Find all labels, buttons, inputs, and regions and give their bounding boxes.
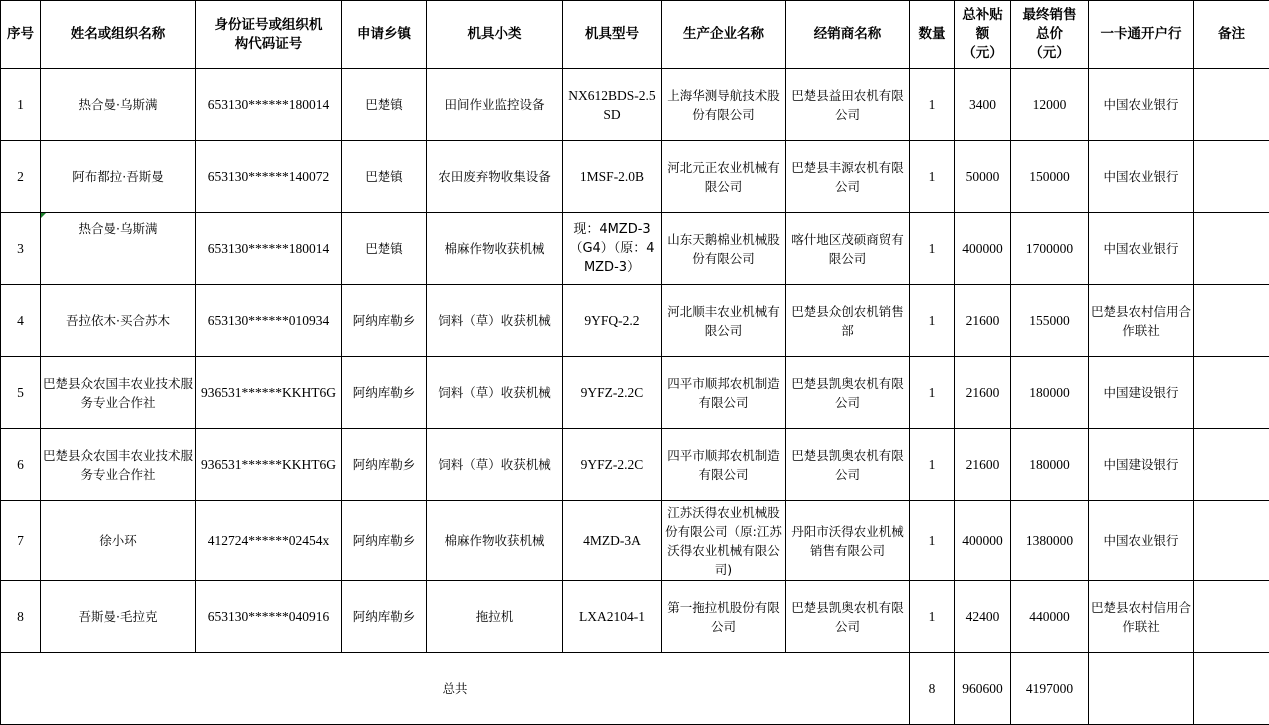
cell-id: 653130******180014 [196, 69, 342, 141]
cell-bank: 中国农业银行 [1089, 69, 1194, 141]
cell-seq: 4 [1, 285, 41, 357]
total-subsidy: 960600 [955, 653, 1011, 725]
cell-remark [1194, 357, 1269, 429]
total-remark [1194, 653, 1269, 725]
header-town: 申请乡镇 [342, 1, 427, 69]
cell-model: 9YFQ-2.2 [563, 285, 662, 357]
cell-price: 180000 [1011, 429, 1089, 501]
cell-maker: 第一拖拉机股份有限公司 [662, 581, 786, 653]
table-row [1, 357, 1269, 429]
cell-id: 936531******KKHT6G [196, 357, 342, 429]
cell-qty: 1 [910, 69, 955, 141]
cell-bank: 中国农业银行 [1089, 141, 1194, 213]
cell-qty: 1 [910, 581, 955, 653]
cell-dealer: 喀什地区茂硕商贸有限公司 [786, 213, 910, 285]
cell-remark [1194, 213, 1269, 285]
header-price: 最终销售 总价 （元） [1011, 1, 1089, 69]
table-row [1, 141, 1269, 213]
cell-category: 饲料（草）收获机械 [427, 357, 563, 429]
cell-model: LXA2104-1 [563, 581, 662, 653]
cell-price: 180000 [1011, 357, 1089, 429]
cell-seq: 5 [1, 357, 41, 429]
cell-qty: 1 [910, 141, 955, 213]
total-row [1, 653, 1269, 725]
cell-dealer: 巴楚县凯奥农机有限公司 [786, 581, 910, 653]
header-model: 机具型号 [563, 1, 662, 69]
cell-subsidy: 42400 [955, 581, 1011, 653]
cell-id: 653130******040916 [196, 581, 342, 653]
cell-subsidy: 400000 [955, 213, 1011, 285]
cell-dealer: 巴楚县凯奥农机有限公司 [786, 357, 910, 429]
table-row [1, 69, 1269, 141]
cell-remark [1194, 285, 1269, 357]
total-label: 总共 [1, 653, 910, 725]
cell-seq: 8 [1, 581, 41, 653]
cell-model: 1MSF-2.0B [563, 141, 662, 213]
table-row [1, 581, 1269, 653]
cell-category: 农田废弃物收集设备 [427, 141, 563, 213]
table-row [1, 285, 1269, 357]
cell-category: 饲料（草）收获机械 [427, 285, 563, 357]
cell-price: 440000 [1011, 581, 1089, 653]
cell-id: 653130******010934 [196, 285, 342, 357]
cell-town: 巴楚镇 [342, 213, 427, 285]
cell-model: 4MZD-3A [563, 501, 662, 581]
cell-town: 巴楚镇 [342, 141, 427, 213]
cell-subsidy: 50000 [955, 141, 1011, 213]
cell-model: 9YFZ-2.2C [563, 357, 662, 429]
cell-remark [1194, 501, 1269, 581]
cell-price: 12000 [1011, 69, 1089, 141]
table-row [1, 429, 1269, 501]
cell-maker: 上海华测导航技术股份有限公司 [662, 69, 786, 141]
cell-bank: 巴楚县农村信用合作联社 [1089, 581, 1194, 653]
cell-id: 412724******02454x [196, 501, 342, 581]
cell-subsidy: 21600 [955, 285, 1011, 357]
cell-qty: 1 [910, 285, 955, 357]
cell-name: 吾斯曼·毛拉克 [41, 581, 196, 653]
cell-name: 吾拉依木·买合苏木 [41, 285, 196, 357]
cell-qty: 1 [910, 357, 955, 429]
cell-category: 棉麻作物收获机械 [427, 501, 563, 581]
cell-maker: 山东天鹅棉业机械股份有限公司 [662, 213, 786, 285]
comment-marker-icon [41, 213, 46, 218]
total-bank [1089, 653, 1194, 725]
header-subsidy: 总补贴 额 （元） [955, 1, 1011, 69]
table-row [1, 213, 1269, 285]
cell-subsidy: 21600 [955, 357, 1011, 429]
cell-seq: 2 [1, 141, 41, 213]
cell-name: 巴楚县众农国丰农业技术服务专业合作社 [41, 429, 196, 501]
header-bank: 一卡通开户行 [1089, 1, 1194, 69]
header-category: 机具小类 [427, 1, 563, 69]
cell-qty: 1 [910, 429, 955, 501]
cell-model: NX612BDS-2.5SD [563, 69, 662, 141]
cell-bank: 中国建设银行 [1089, 429, 1194, 501]
cell-seq: 3 [1, 213, 41, 285]
cell-model: 9YFZ-2.2C [563, 429, 662, 501]
total-price: 4197000 [1011, 653, 1089, 725]
cell-town: 巴楚镇 [342, 69, 427, 141]
header-row [1, 1, 1269, 69]
cell-category: 拖拉机 [427, 581, 563, 653]
header-qty: 数量 [910, 1, 955, 69]
cell-seq: 7 [1, 501, 41, 581]
cell-id: 653130******180014 [196, 213, 342, 285]
cell-model: 现：4MZD-3（G4）（原：4MZD-3） [563, 213, 662, 285]
cell-town: 阿纳库勒乡 [342, 357, 427, 429]
cell-maker: 河北元正农业机械有限公司 [662, 141, 786, 213]
cell-subsidy: 3400 [955, 69, 1011, 141]
cell-name: 巴楚县众农国丰农业技术服务专业合作社 [41, 357, 196, 429]
cell-town: 阿纳库勒乡 [342, 285, 427, 357]
cell-dealer: 巴楚县益田农机有限公司 [786, 69, 910, 141]
header-id: 身份证号或组织机 构代码证号 [196, 1, 342, 69]
cell-remark [1194, 429, 1269, 501]
cell-town: 阿纳库勒乡 [342, 501, 427, 581]
header-seq: 序号 [1, 1, 41, 69]
cell-name: 热合曼·乌斯满 [41, 69, 196, 141]
header-maker: 生产企业名称 [662, 1, 786, 69]
cell-remark [1194, 581, 1269, 653]
cell-remark [1194, 69, 1269, 141]
cell-dealer: 丹阳市沃得农业机械销售有限公司 [786, 501, 910, 581]
cell-name: 热合曼·乌斯满 [41, 213, 196, 285]
cell-price: 1380000 [1011, 501, 1089, 581]
header-dealer: 经销商名称 [786, 1, 910, 69]
cell-subsidy: 400000 [955, 501, 1011, 581]
cell-name: 阿布都拉·吾斯曼 [41, 141, 196, 213]
cell-price: 155000 [1011, 285, 1089, 357]
cell-price: 1700000 [1011, 213, 1089, 285]
table-row [1, 501, 1269, 581]
header-remark: 备注 [1194, 1, 1269, 69]
cell-seq: 1 [1, 69, 41, 141]
cell-qty: 1 [910, 501, 955, 581]
cell-subsidy: 21600 [955, 429, 1011, 501]
total-qty: 8 [910, 653, 955, 725]
cell-name: 徐小环 [41, 501, 196, 581]
cell-id: 653130******140072 [196, 141, 342, 213]
cell-dealer: 巴楚县丰源农机有限公司 [786, 141, 910, 213]
cell-category: 饲料（草）收获机械 [427, 429, 563, 501]
cell-maker: 四平市顺邦农机制造有限公司 [662, 357, 786, 429]
cell-remark [1194, 141, 1269, 213]
cell-qty: 1 [910, 213, 955, 285]
cell-price: 150000 [1011, 141, 1089, 213]
cell-maker: 江苏沃得农业机械股份有限公司（原:江苏沃得农业机械有限公司) [662, 501, 786, 581]
cell-id: 936531******KKHT6G [196, 429, 342, 501]
cell-bank: 巴楚县农村信用合作联社 [1089, 285, 1194, 357]
cell-bank: 中国建设银行 [1089, 357, 1194, 429]
cell-dealer: 巴楚县众创农机销售部 [786, 285, 910, 357]
cell-bank: 中国农业银行 [1089, 501, 1194, 581]
cell-category: 棉麻作物收获机械 [427, 213, 563, 285]
cell-bank: 中国农业银行 [1089, 213, 1194, 285]
header-name: 姓名或组织名称 [41, 1, 196, 69]
cell-town: 阿纳库勒乡 [342, 581, 427, 653]
cell-maker: 四平市顺邦农机制造有限公司 [662, 429, 786, 501]
cell-town: 阿纳库勒乡 [342, 429, 427, 501]
cell-maker: 河北顺丰农业机械有限公司 [662, 285, 786, 357]
cell-category: 田间作业监控设备 [427, 69, 563, 141]
cell-seq: 6 [1, 429, 41, 501]
cell-dealer: 巴楚县凯奥农机有限公司 [786, 429, 910, 501]
